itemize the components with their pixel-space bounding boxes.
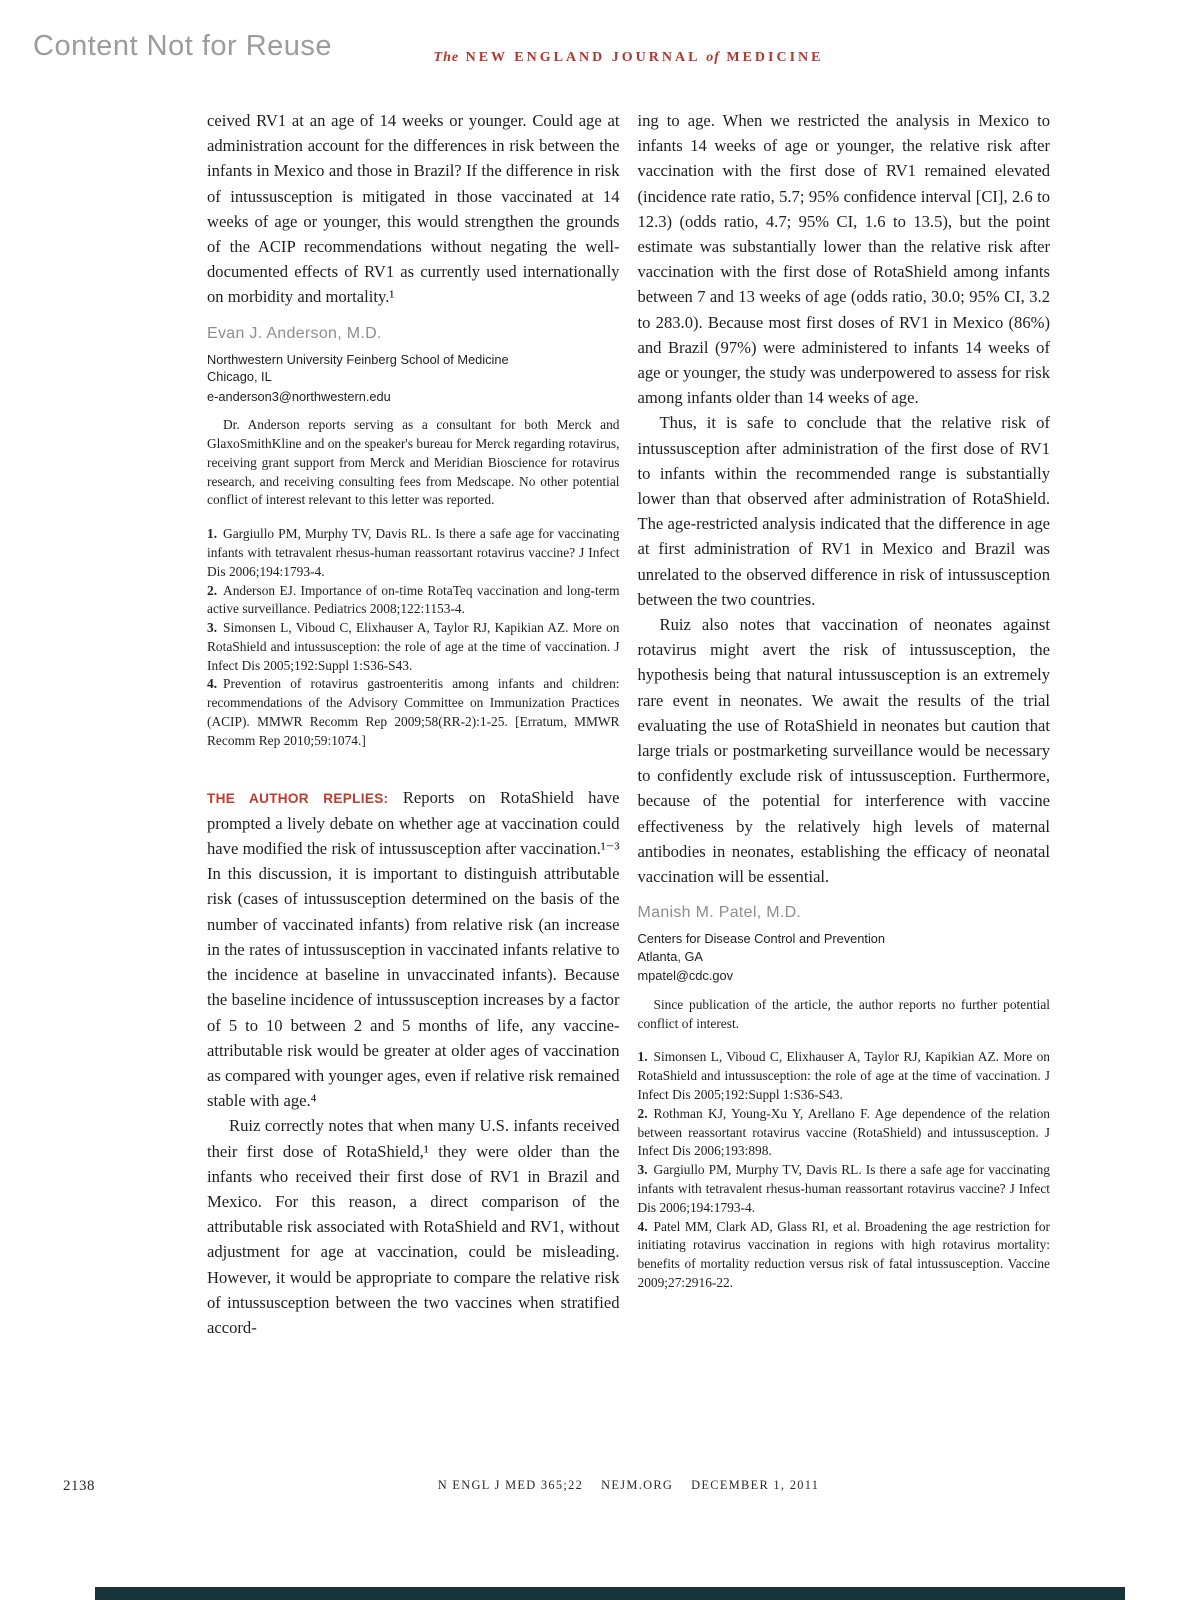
reference-list [207,525,620,751]
author-reply-paragraph [207,785,620,1114]
reference-number: 4. [207,676,218,692]
author-affiliation-line: Northwestern University Feinberg School of Medicine [207,351,509,367]
letter-paragraph-continuation: ceived RV1 at an age of 14 weeks or younger. Could age at administration account for the differences in risk between the infants in Mexico and those in Brazil? If the difference in risk of intussusception is mitigated in those vaccinated at 14 weeks of age or younger, this would strengthen the grounds of the ACIP recommendations without negating the well-documented effects of RV1 as currently used internationally on morbidity and mortality.¹ [207,111,620,307]
author-affiliation-line: Atlanta, GA [637,948,703,964]
reply-text: Reports on RotaShield have prompted a lively debate on whether age at vaccination could have modified the risk of intussusception after vaccination.¹⁻³ In this discussion, it is important to distinguish attributable risk (cases of intussusception determined on the basis of the number of vaccinated infants) from relative risk (an increase in the rates of intussusception in vaccinated infants relative to the incidence at baseline in unvaccinated infants). Because the baseline incidence of intussusception increases by a factor of 5 to 10 between 2 and 5 months of life, any vaccine-attributable risk would be greater at older ages of vaccination as compared with younger ages, even if relative risk remained stable with age.⁴ [207,787,620,1111]
reply-paragraph-continuation: ing to age. When we restricted the analysis in Mexico to infants 14 weeks of age or younger, the relative risk after vaccination with the first dose of RV1 remained elevated (incidence rate ratio, 5.7; 95% confidence interval [CI], 2.6 to 12.3) (odds ratio, 4.7; 95% CI, 1.6 to 13.5), but the point estimate was substantially lower than the relative risk after vaccination with the first dose of RotaShield among infants between 7 and 13 weeks of age (odds ratio, 30.0; 95% CI, 3.2 to 283.0). Because most first doses of RV1 in Mexico (86%) and Brazil (97%) were administered to infants 14 weeks of age or younger, the study was underpowered to assess for risk among infants older than 14 weeks of age. [637,111,1050,408]
masthead-of: of [706,50,720,65]
footer-date: DECEMBER 1, 2011 [691,1478,820,1492]
article-body [207,108,1050,1340]
reference-text: Anderson EJ. Importance of on-time RotaTeq vaccination and long-term active surveillance. Pediatrics 2008;122:1153-4. [207,582,620,617]
page-bottom-bar [95,1587,1125,1600]
reference-item [638,1161,1051,1217]
reference-number: 2. [637,1105,648,1121]
conflict-of-interest-disclosure: Dr. Anderson reports serving as a consultant for both Merck and GlaxoSmithKline and on the speaker's bureau for Merck regarding rotavirus, receiving grant support from Merck and Meridian Bioscience for rotavirus research, and receiving consulting fees from Medscape. No other potential conflict of interest relevant to this letter was reported. [207,417,620,508]
reference-number: 1. [637,1049,648,1065]
reference-number: 3. [207,620,218,636]
reference-list [638,1048,1051,1292]
reference-item [207,582,620,620]
conflict-of-interest-disclosure: Since publication of the article, the author reports no further potential conflict of interest. [637,996,1050,1031]
reply-paragraph: Thus, it is safe to conclude that the relative risk of intussusception after administration of the first dose of RV1 to infants within the recommended range is substantially lower than that observed after administration of RotaShield. The age-restricted analysis indicated that the difference in age at first administration of RV1 in Mexico and Brazil was unrelated to the observed difference in risk of intussusception between the two countries. [637,413,1050,609]
reference-number: 1. [207,526,218,542]
journal-footer-line [207,1478,1050,1493]
reference-number: 3. [637,1162,648,1178]
author-name: Manish M. Patel, M.D. [637,904,802,922]
reference-item [207,525,620,581]
footer-citation: N ENGL J MED 365;22 [437,1478,584,1492]
page-footer [0,1478,1200,1493]
right-column [638,108,1051,1340]
masthead-the: The [433,50,460,65]
reply-paragraph: Ruiz also notes that vaccination of neonates against rotavirus might avert the risk of intussusception, the hypothesis being that natural intussusception is an extremely rare event in neonates. We await the results of the trial evaluating the use of RotaShield in neonates but caution that large trials or postmarketing surveillance would be necessary to confidently exclude risk of intussusception. Furthermore, because of the potential for interference with vaccine effectiveness by the relatively high levels of maternal antibodies in neonates, establishing the efficacy of neonatal vaccination will be essential. [637,615,1050,887]
masthead-medicine: MEDICINE [726,50,824,65]
reference-text: Rothman KJ, Young-Xu Y, Arellano F. Age dependence of the relation between reassortant rotavirus vaccine (RotaShield) and intussusception. J Infect Dis 2006;193:898. [637,1105,1050,1159]
reply-paragraph: Ruiz correctly notes that when many U.S. infants received their first dose of RotaShield,¹ they were older than the infants who received their first dose of RV1 in Brazil and Mexico. For this reason, a direct comparison of the attributable risk associated with RotaShield and RV1, without adjustment for age at vaccination, could be misleading. However, it would be appropriate to compare the relative risk of intussusception between the two vaccines when stratified accord- [207,1116,620,1337]
author-affiliation-line: Chicago, IL [207,369,272,385]
reference-text: Simonsen L, Viboud C, Elixhauser A, Taylor RJ, Kapikian AZ. More on RotaShield and intussusception: the role of age at the time of vaccination. J Infect Dis 2005;192:Suppl 1:S36-S43. [207,620,620,673]
footer-site: NEJM.ORG [601,1478,674,1492]
author-affiliation-line: Centers for Disease Control and Prevention [637,931,886,947]
reference-item [207,619,620,675]
author-email: e-anderson3@northwestern.edu [207,388,391,404]
content-not-for-reuse-watermark: Content Not for Reuse [33,30,333,62]
author-email: mpatel@cdc.gov [637,968,734,984]
reference-text: Simonsen L, Viboud C, Elixhauser A, Taylor RJ, Kapikian AZ. More on RotaShield and intussusception: the role of age at the time of vaccination. J Infect Dis 2005;192:Suppl 1:S36-S43. [637,1049,1050,1102]
reference-text: Gargiullo PM, Murphy TV, Davis RL. Is there a safe age for vaccinating infants with tetravalent rhesus-human reassortant rotavirus vaccine? J Infect Dis 2006;194:1793-4. [207,526,620,579]
reference-text: Patel MM, Clark AD, Glass RI, et al. Broadening the age restriction for initiating rotavirus vaccination in regions with high rotavirus mortality: benefits of mortality reduction versus risk of fatal intussusception. Vaccine 2009;27:2916-22. [637,1218,1050,1290]
reference-text: Prevention of rotavirus gastroenteritis among infants and children: recommendations of the Advisory Committee on Immunization Practices (ACIP). MMWR Recomm Rep 2009;58(RR-2):1-25. [Erratum, MMWR Recomm Rep 2010;59:1074.] [207,676,620,748]
reference-item [638,1105,1051,1161]
page-number: 2138 [63,1478,95,1494]
reference-number: 2. [207,582,218,598]
author-name: Evan J. Anderson, M.D. [207,324,382,342]
reference-item [638,1048,1051,1104]
author-replies-label: THE AUTHOR REPLIES: [207,790,389,806]
journal-masthead [207,50,1050,66]
reference-number: 4. [637,1218,648,1234]
masthead-journal-name: NEW ENGLAND JOURNAL [465,50,700,65]
reference-item [638,1218,1051,1293]
left-column [207,108,620,1340]
reference-item [207,675,620,750]
reference-text: Gargiullo PM, Murphy TV, Davis RL. Is there a safe age for vaccinating infants with tetravalent rhesus-human reassortant rotavirus vaccine? J Infect Dis 2006;194:1793-4. [637,1162,1050,1215]
